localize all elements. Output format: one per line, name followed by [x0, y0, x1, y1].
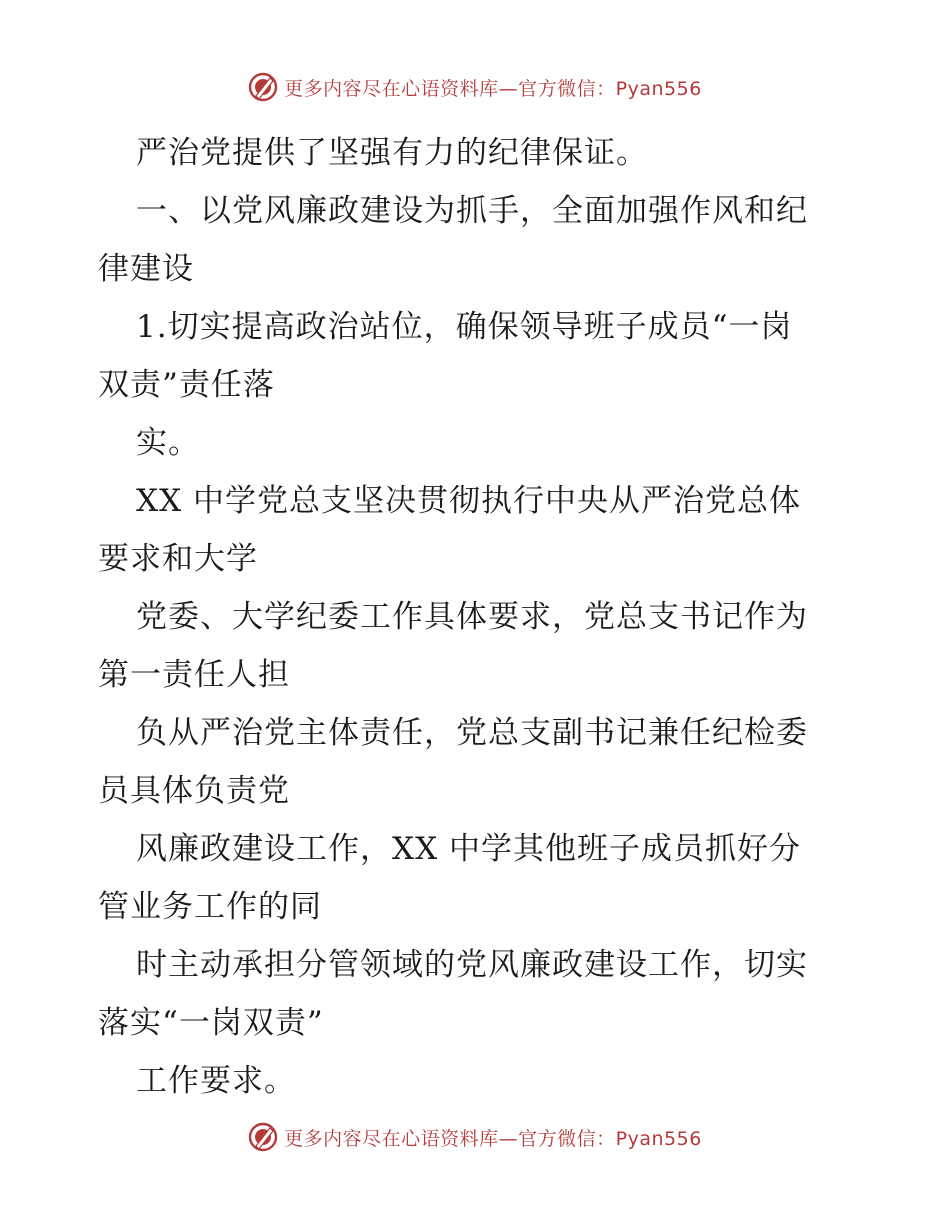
paragraph-line: 严治党提供了坚强有力的纪律保证。: [136, 135, 648, 171]
paragraph-line: 党委、大学纪委工作具体要求，党总支书记作为: [136, 599, 808, 635]
paragraph-line: 要求和大学: [98, 541, 258, 577]
page-header-banner: [0, 72, 950, 102]
document-body: [98, 124, 858, 1110]
section-heading-line: 一、以党风廉政建设为抓手，全面加强作风和纪: [136, 193, 808, 229]
paragraph-line: 落实“一岗双责”: [98, 1005, 324, 1041]
subheading-line: 双责”责任落: [98, 367, 275, 403]
quill-logo-icon: [248, 1122, 278, 1152]
paragraph-line: 第一责任人担: [98, 657, 290, 693]
page-footer-banner: [0, 1122, 950, 1152]
paragraph-line: 时主动承担分管领域的党风廉政建设工作，切实: [136, 947, 808, 983]
paragraph-line: 员具体负责党: [98, 773, 290, 809]
header-banner-text: 更多内容尽在心语资料库—官方微信：Pyan556: [284, 77, 702, 100]
paragraph-line: XX 中学党总支坚决贯彻执行中央从严治党总体: [136, 483, 801, 519]
paragraph-line: 工作要求。: [136, 1063, 296, 1099]
paragraph-line: 管业务工作的同: [98, 889, 322, 925]
footer-banner-text: 更多内容尽在心语资料库—官方微信：Pyan556: [284, 1127, 702, 1150]
subheading-line: 1.切实提高政治站位，确保领导班子成员“一岗: [136, 309, 793, 345]
quill-logo-icon: [248, 72, 278, 102]
paragraph-line: 风廉政建设工作，XX 中学其他班子成员抓好分: [136, 831, 801, 867]
section-heading-line: 律建设: [98, 251, 194, 287]
paragraph-line: 负从严治党主体责任，党总支副书记兼任纪检委: [136, 715, 808, 751]
subheading-line: 实。: [136, 425, 200, 461]
